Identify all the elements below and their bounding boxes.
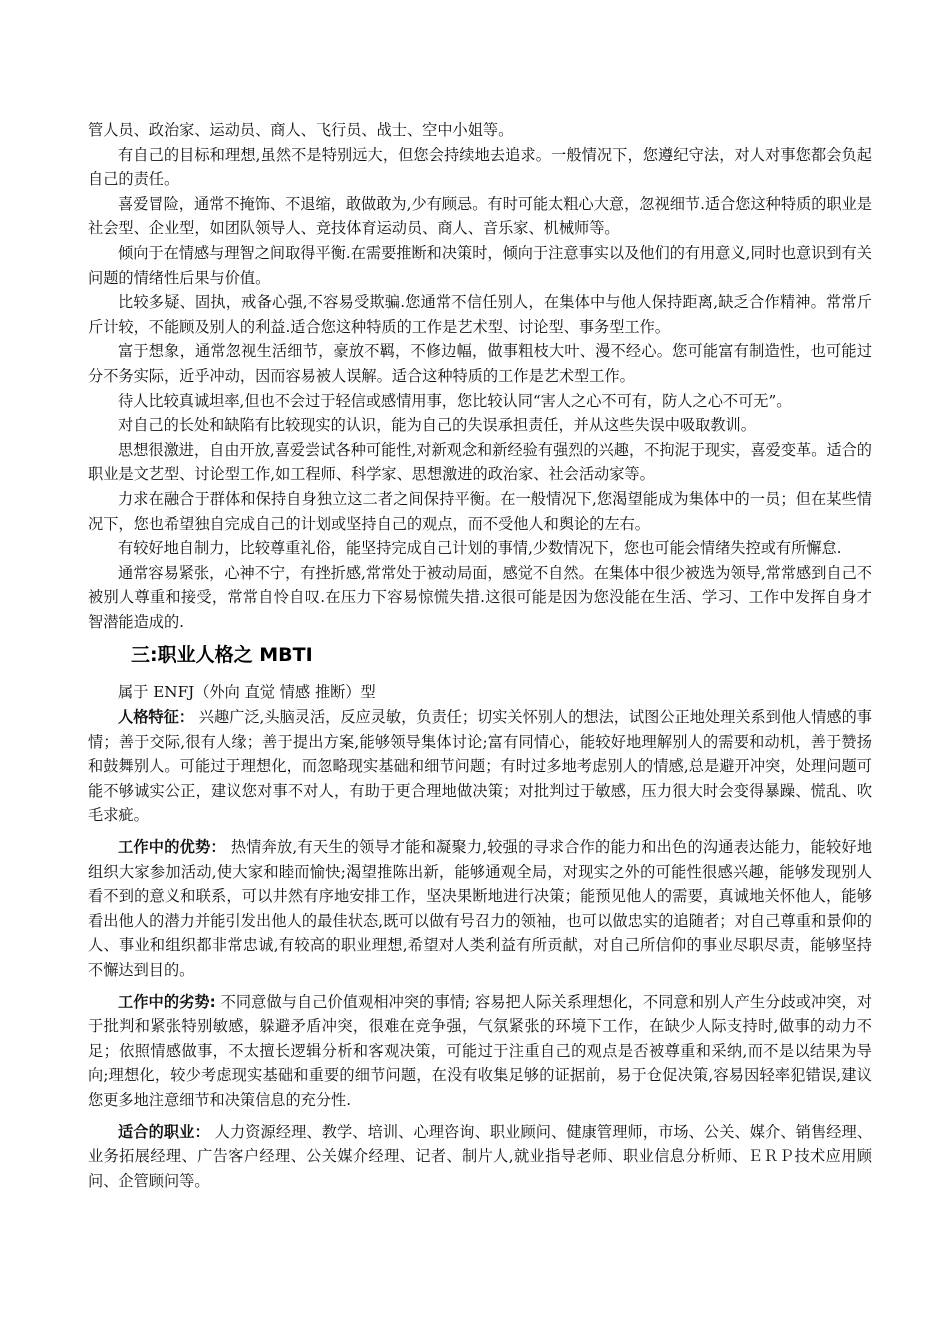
paragraph: 对自己的长处和缺陷有比较现实的认识，能为自己的失误承担责任，并从这些失误中吸取教训。 xyxy=(118,416,756,435)
weaknesses-paragraph xyxy=(88,990,872,1113)
paragraph: 通常容易紧张，心神不宁，有挫折感,常常处于被动局面，感觉不自然。在集体中很少被选为领导,常常感到自己不被别人尊重和接受，常常自怜自叹.在压力下容易惊慌失措.这很可能是因为您没能在生活、学习、工作中发挥自身才智潜能造成的. xyxy=(88,563,872,631)
paragraph: 待人比较真诚坦率,但也不会过于轻信或感情用事，您比较认同“害人之心不可有，防人之心不可无”。 xyxy=(118,391,792,410)
personality-text: 兴趣广泛,头脑灵活，反应灵敏，负责任；切实关怀别人的想法，试图公正地处理关系到他人情感的事情；善于交际,很有人缘；善于提出方案,能够领导集体讨论;富有同情心，能较好地理解别人的需要和动机，善于赞扬和鼓舞别人。可能过于理想化，而忽略现实基础和细节问题；有时过多地考虑别人的情感,总是避开冲突，处理问题可能不够诚实公正，建议您对事不对人，有助于更合理地做决策；对批判过于敏感，压力很大时会变得暴躁、慌乱、吹毛求疵。 xyxy=(88,708,872,825)
careers-text: 人力资源经理、教学、培训、心理咨询、职业顾问、健康管理师，市场、公关、媒介、销售经理、业务拓展经理、广告客户经理、公关媒介经理、记者、制片人,就业指导老师、职业信息分析师、ＥＲＰ技术应用顾问、企管顾问等。 xyxy=(88,1122,873,1190)
personality-paragraph xyxy=(88,705,872,828)
paragraph: 力求在融合于群体和保持自身独立这二者之间保持平衡。在一般情况下,您渴望能成为集体中的一员；但在某些情况下，您也希望独自完成自己的计划或坚持自己的观点，而不受他人和舆论的左右。 xyxy=(88,489,872,533)
paragraph: 倾向于在情感与理智之间取得平衡.在需要推断和决策时，倾向于注意事实以及他们的有用意义,同时也意识到有关问题的情绪性后果与价值。 xyxy=(88,243,872,287)
document-page xyxy=(88,118,872,1193)
strengths-text: 热情奔放,有天生的领导才能和凝聚力,较强的寻求合作的能力和出色的沟通表达能力，能较好地组织大家参加活动,使大家和睦而愉快;渴望推陈出新，能够通观全局，对现实之外的可能性很感兴趣，能够发现别人看不到的意义和联系，可以井然有序地安排工作，坚决果断地进行决策；能预见他人的需要，真诚地关怀他人，能够看出他人的潜力并能引发出他人的最佳状态,既可以做有号召力的领袖，也可以做忠实的追随者；对自己尊重和景仰的人、事业和组织都非常忠诚,有较高的职业理想,希望对人类利益有所贡献，对自己所信仰的事业尽职尽责，能够坚持不懈达到目的。 xyxy=(88,838,873,979)
paragraph: 有较好地自制力，比较尊重礼俗，能坚持完成自己计划的事情,少数情况下，您也可能会情绪失控或有所懈怠. xyxy=(118,539,842,558)
paragraph: 有自己的目标和理想,虽然不是特别远大，但您会持续地去追求。一般情况下，您遵纪守法，对人对事您都会负起自己的责任。 xyxy=(88,145,872,189)
careers-label: 适合的职业： xyxy=(118,1122,210,1141)
careers-paragraph xyxy=(88,1120,872,1194)
weaknesses-text: 不同意做与自己价值观相冲突的事情; 容易把人际关系理想化，不同意和别人产生分歧或冲突，对于批判和紧张特别敏感，躲避矛盾冲突，很难在竞争强，气氛紧张的环境下工作，在缺少人际支持时,做事的动力不足；依照情感做事，不太擅长逻辑分析和客观决策，可能过于注重自己的观点是否被尊重和采纳,而不是以结果为导向;理想化，较少考虑现实基础和重要的细节问题，在没有收集足够的证据前，易于仓促决策,容易因轻率犯错误,建议您更多地注意细节和决策信息的充分性. xyxy=(88,992,872,1109)
paragraph: 富于想象，通常忽视生活细节，豪放不羁，不修边幅，做事粗枝大叶、漫不经心。您可能富有制造性，也可能过分不务实际，近乎冲动，因而容易被人误解。适合这种特质的工作是艺术型工作。 xyxy=(88,342,872,385)
continuation-text: 管人员、政治家、运动员、商人、飞行员、战士、空中小姐等。 xyxy=(88,121,514,139)
paragraph: 思想很激进，自由开放,喜爱尝试各种可能性,对新观念和新经验有强烈的兴趣，不拘泥于现实，喜爱变革。适合的职业是文艺型、讨论型工作,如工程师、科学家、思想激进的政治家、社会活动家等。 xyxy=(88,440,872,484)
strengths-label: 工作中的优势： xyxy=(118,838,226,857)
strengths-paragraph xyxy=(88,835,872,983)
personality-label: 人格特征： xyxy=(118,708,194,727)
paragraph: 比较多疑、固执，戒备心强,不容易受欺骗.您通常不信任别人，在集体中与他人保持距离,缺乏合作精神。常常斤斤计较，不能顾及别人的利益.适合您这种特质的工作是艺术型、讨论型、事务型工作。 xyxy=(88,293,872,336)
section-heading: 三:职业人格之 MBTI xyxy=(131,644,313,667)
mbti-type-line: 属于 ENFJ（外向 直觉 情感 推断）型 xyxy=(118,683,376,702)
paragraph: 喜爱冒险，通常不掩饰、不退缩，敢做敢为,少有顾忌。有时可能太粗心大意，忽视细节.适合您这种特质的职业是社会型、企业型，如团队领导人、竞技体育运动员、商人、音乐家、机械师等。 xyxy=(88,194,872,238)
weaknesses-label: 工作中的劣势: xyxy=(118,992,216,1011)
